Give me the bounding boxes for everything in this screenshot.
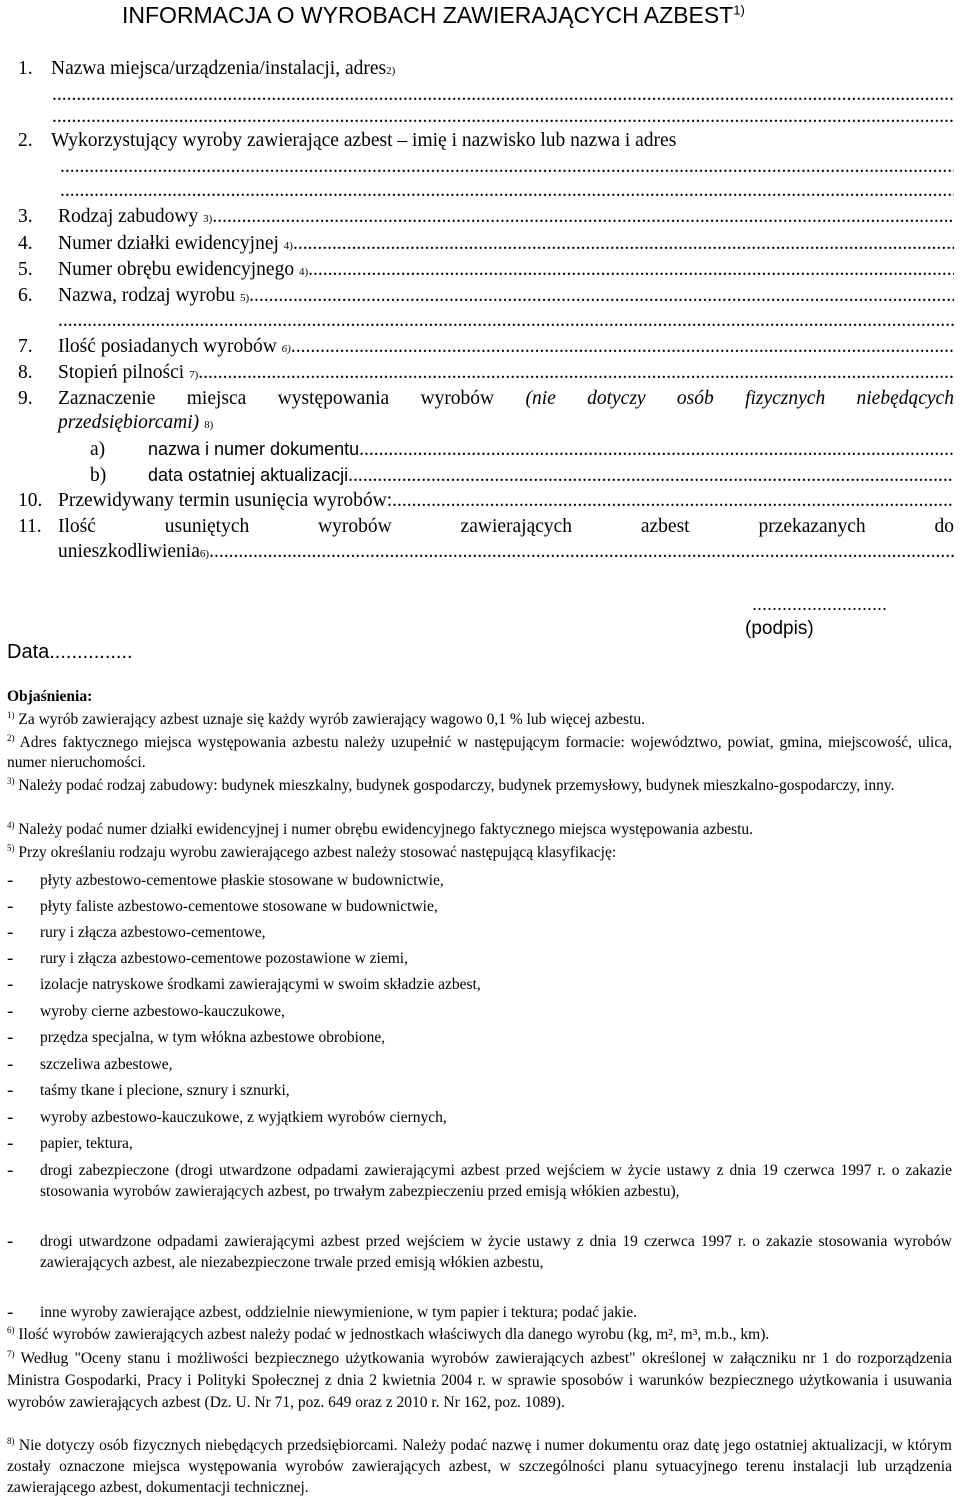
- list-dash: -: [7, 1160, 14, 1181]
- list-item: [7, 1080, 952, 1101]
- field-4[interactable]: 4. Numer działki ewidencyjnej 4) .....: [18, 233, 954, 255]
- footnote-8: [7, 1435, 952, 1498]
- field-label: Rodzaj zabudowy: [58, 206, 199, 227]
- field-6[interactable]: 6. Nazwa, rodzaj wyrobu 5) .....: [18, 285, 954, 307]
- field-word: Ilość: [58, 516, 96, 537]
- field-number: 7.: [18, 336, 33, 357]
- footnote-7: [7, 1348, 952, 1414]
- list-item: [7, 1133, 952, 1154]
- footnote-text: Należy podać numer działki ewidencyjnej i numer obrębu ewidencyjnego faktycznego miejsca występowania azbestu.: [18, 821, 754, 838]
- title-footnote-ref: 1): [733, 2, 745, 18]
- field-word: przekazanych: [758, 516, 866, 537]
- field-blank[interactable]: [209, 541, 954, 563]
- list-dash: -: [7, 870, 14, 891]
- field-number: 1.: [18, 58, 33, 79]
- field-label: Wykorzystujący wyroby zawierające azbest – imię i nazwisko lub nazwa i adres: [51, 130, 677, 151]
- field-word: niebędących: [856, 388, 954, 409]
- field-blank[interactable]: [198, 362, 954, 384]
- footnote-marker: 1): [7, 709, 15, 720]
- footnote-marker: 3): [7, 775, 15, 786]
- list-item: [7, 922, 952, 943]
- list-dash: -: [7, 1133, 14, 1154]
- field-blank[interactable]: [291, 336, 954, 358]
- field-number: 11.: [18, 516, 42, 537]
- list-dash: -: [7, 922, 14, 943]
- field-label: przedsiębiorcami): [58, 412, 200, 433]
- field-blank[interactable]: [308, 259, 954, 281]
- field-label: Przewidywany termin usunięcia wyrobów:: [58, 490, 393, 511]
- list-item-text: izolacje natryskowe środkami zawierającymi w swoim składzie azbest,: [40, 976, 481, 993]
- list-item-text: płyty faliste azbestowo-cementowe stosowane w budownictwie,: [40, 898, 438, 915]
- field-blank[interactable]: [392, 490, 954, 512]
- field-2-blank-2[interactable]: [60, 180, 954, 202]
- subfield-key: b): [90, 465, 107, 486]
- field-label: Numer obrębu ewidencyjnego: [58, 259, 295, 280]
- list-item: [7, 1027, 952, 1048]
- field-number: 10.: [18, 490, 43, 511]
- list-dash: -: [7, 1302, 14, 1323]
- list-item: [7, 1107, 952, 1128]
- list-item-text: przędza specjalna, w tym włókna azbestowe obrobione,: [40, 1029, 386, 1046]
- subfield-key: a): [90, 439, 106, 460]
- field-number: 5.: [18, 259, 33, 280]
- footnote-marker: 8): [7, 1435, 15, 1446]
- date-blank[interactable]: ...............: [49, 641, 133, 663]
- list-item: [7, 948, 952, 969]
- field-7[interactable]: 7. Ilość posiadanych wyrobów 6) .....: [18, 336, 954, 358]
- list-item-text: papier, tektura,: [40, 1135, 133, 1152]
- field-11-line-2[interactable]: unieszkodliwienia 6) .....: [58, 541, 954, 563]
- list-item: [7, 1160, 952, 1202]
- field-3[interactable]: 3. Rodzaj zabudowy 3) .....: [18, 206, 954, 228]
- list-dash: -: [7, 1107, 14, 1128]
- list-item-text: drogi utwardzone odpadami zawierającymi azbest przed wejściem w życie ustawy z dnia 19 czerwca 1997 r. o zakazie stosowania wyrobów zawierających azbest, ale niezabezpieczone trwale przed emisją włókien azbestu,: [40, 1233, 952, 1271]
- footnote-3: [7, 776, 952, 796]
- field-9-line-2: przedsiębiorcami) 8): [58, 412, 214, 433]
- field-6-blank-2[interactable]: [58, 310, 954, 332]
- date-label: Data: [7, 641, 50, 663]
- field-11-number: [18, 516, 42, 538]
- signature-label: (podpis): [745, 618, 814, 639]
- list-item: [7, 1054, 952, 1075]
- footnote-marker: 7): [7, 1348, 15, 1359]
- field-blank[interactable]: [249, 285, 954, 307]
- footnote-1: [7, 710, 952, 730]
- field-word: występowania: [277, 388, 390, 409]
- field-word: (nie: [525, 388, 556, 409]
- field-number: 8.: [18, 362, 33, 383]
- list-item: [7, 974, 952, 995]
- footnote-2: [7, 733, 952, 773]
- field-word: azbest: [640, 516, 690, 537]
- list-item: [7, 896, 952, 917]
- footnote-text: Należy podać rodzaj zabudowy: budynek mieszkalny, budynek gospodarczy, budynek przemysłowy, budynek mieszkalno-gospodarczy, inny.: [18, 777, 895, 794]
- field-10[interactable]: [18, 490, 954, 512]
- footnote-marker: 2): [7, 732, 15, 743]
- list-dash: -: [7, 974, 14, 995]
- explanations-heading: Objaśnienia:: [7, 688, 93, 705]
- field-5[interactable]: 5. Numer obrębu ewidencyjnego 4) .....: [18, 259, 954, 281]
- list-item-text: wyroby azbestowo-kauczukowe, z wyjątkiem wyrobów ciernych,: [40, 1109, 447, 1126]
- footnote-marker: 4): [7, 819, 15, 830]
- field-2: [18, 130, 954, 152]
- list-item: [7, 1231, 952, 1273]
- footnote-6: [7, 1325, 952, 1345]
- list-item-text: taśmy tkane i plecione, sznury i sznurki,: [40, 1082, 290, 1099]
- field-label: Ilość posiadanych wyrobów: [58, 336, 277, 357]
- field-label: Stopień pilności: [58, 362, 185, 383]
- field-9-line-1: [58, 388, 954, 410]
- list-item-text: drogi zabezpieczone (drogi utwardzone odpadami zawierającymi azbest przed wejściem w życie ustawy z dnia 19 czerwca 1997 r. o zakazie stosowania wyrobów zawierających azbest, po trwałym zabezpieczeniu przed emisją włókien azbestu),: [40, 1162, 952, 1200]
- field-number: 2.: [18, 130, 33, 151]
- field-11-line-1: [58, 516, 954, 538]
- field-1-blank-1[interactable]: [52, 84, 954, 106]
- list-dash: -: [7, 1054, 14, 1075]
- field-word: zawierających: [460, 516, 573, 537]
- field-blank[interactable]: [359, 439, 954, 461]
- list-dash: -: [7, 1027, 14, 1048]
- footnote-text: Adres faktycznego miejsca występowania azbestu należy uzupełnić w następującym formacie: województwo, powiat, gmina, miejscowość, ulica, numer nieruchomości.: [7, 734, 952, 771]
- list-item-text: wyroby cierne azbestowo-kauczukowe,: [40, 1003, 285, 1020]
- list-item-text: płyty azbestowo-cementowe płaskie stosowane w budownictwie,: [40, 872, 444, 889]
- field-label: unieszkodliwienia: [58, 541, 200, 562]
- list-dash: -: [7, 1080, 14, 1101]
- field-label: Nazwa, rodzaj wyrobu: [58, 285, 236, 306]
- date-field[interactable]: [7, 641, 133, 664]
- field-8[interactable]: 8. Stopień pilności 7) .....: [18, 362, 954, 384]
- field-9-number: [18, 388, 33, 410]
- subfield-label: data ostatniej aktualizacji: [148, 465, 349, 485]
- field-word: osób: [676, 388, 714, 409]
- field-number: 3.: [18, 206, 33, 227]
- field-number: 4.: [18, 233, 33, 254]
- list-item: [7, 1302, 952, 1323]
- field-1: 1. Nazwa miejsca/urządzenia/instalacji, adres 2): [18, 58, 396, 79]
- field-blank[interactable]: [293, 233, 954, 255]
- field-9a[interactable]: [90, 439, 954, 461]
- footnote-text: Za wyrób zawierający azbest uznaje się każdy wyrób zawierający wagowo 0,1 % lub więcej azbestu.: [18, 711, 645, 728]
- page-title: [122, 2, 745, 29]
- field-word: Zaznaczenie: [58, 388, 156, 409]
- list-item-text: rury i złącza azbestowo-cementowe,: [40, 924, 266, 941]
- field-label: Nazwa miejsca/urządzenia/instalacji, adres: [51, 58, 387, 79]
- field-blank[interactable]: [348, 465, 954, 487]
- field-1-blank-2[interactable]: [52, 106, 954, 128]
- footnote-4: [7, 820, 952, 840]
- list-item-text: inne wyroby zawierające azbest, oddzielnie niewymienione, w tym papier i tektura; podać jakie.: [40, 1304, 637, 1321]
- footnote-marker: 6): [7, 1324, 15, 1335]
- field-word: wyrobów: [318, 516, 392, 537]
- footnote-text: Według "Oceny stanu i możliwości bezpiecznego użytkowania wyrobów zawierających azbest" określonej w załączniku nr 1 do rozporządzenia Ministra Gospodarki, Pracy i Polityki Społecznej z dnia 2 kwietnia 2004 r. w sprawie sposobów i warunków bezpiecznego użytkowania i usuwania wyrobów zawierających azbest (Dz. U. Nr 71, poz. 649 oraz z 2010 r. Nr 162, poz. 1089).: [7, 1350, 952, 1411]
- list-item-text: rury i złącza azbestowo-cementowe pozostawione w ziemi,: [40, 950, 408, 967]
- field-number: 6.: [18, 285, 33, 306]
- footnote-text: Ilość wyrobów zawierających azbest należy podać w jednostkach właściwych dla danego wyrobu (kg, m², m³, m.b., km).: [18, 1326, 770, 1343]
- footnote-marker: 5): [7, 842, 15, 853]
- field-label: Numer działki ewidencyjnej: [58, 233, 279, 254]
- footnote-5: [7, 843, 952, 863]
- list-item: [7, 870, 952, 891]
- field-word: usuniętych: [164, 516, 250, 537]
- list-item: [7, 1001, 952, 1022]
- footnote-text: Przy określaniu rodzaju wyrobu zawierającego azbest należy stosować następującą klasyfikację:: [18, 844, 617, 861]
- subfield-label: nazwa i numer dokumentu: [148, 439, 360, 459]
- field-number: 9.: [18, 388, 33, 409]
- field-blank[interactable]: [212, 206, 954, 228]
- list-dash: -: [7, 1231, 14, 1252]
- title-text: INFORMACJA O WYROBACH ZAWIERAJĄCYCH AZBEST: [122, 2, 734, 28]
- signature-line[interactable]: ...........................: [752, 594, 888, 614]
- field-2-blank-1[interactable]: [60, 156, 954, 178]
- field-word: fizycznych: [745, 388, 826, 409]
- list-dash: -: [7, 948, 14, 969]
- list-dash: -: [7, 896, 14, 917]
- field-9b[interactable]: [90, 465, 954, 487]
- footnote-text: Nie dotyczy osób fizycznych niebędących przedsiębiorcami. Należy podać nazwę i numer dokumentu oraz datę jego ostatniej aktualizacji, w którym zostały oznaczone miejsca występowania wyrobów zawierających azbest, w szczególności planu sytuacyjnego terenu instalacji lub urządzenia zawierającego azbest, dokumentacji technicznej.: [7, 1437, 952, 1496]
- field-word: wyrobów: [420, 388, 495, 409]
- field-word: dotyczy: [587, 388, 646, 409]
- list-dash: -: [7, 1001, 14, 1022]
- field-word: miejsca: [186, 388, 247, 409]
- list-item-text: szczeliwa azbestowe,: [40, 1056, 173, 1073]
- field-word: do: [934, 516, 954, 537]
